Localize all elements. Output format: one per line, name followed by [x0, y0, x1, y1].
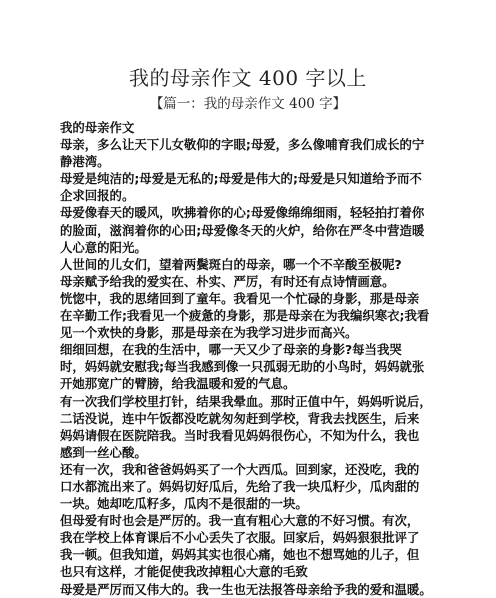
text-line: 见一个欢快的身影，那是母亲在为我学习进步而高兴。: [60, 325, 358, 341]
text-line: 的脸面，滋润着你的心田;母爱像冬天的火炉，给你在严冬中营造暖: [60, 222, 425, 238]
text-line: 但母爱有时也会是严厉的。我一直有粗心大意的不好习惯。有次，: [60, 513, 420, 529]
text-line: 在辛勤工作;我看见一个疲惫的身影，那是母亲在为我编织寒衣;我看: [60, 308, 430, 324]
text-line: 我一顿。但我知道，妈妈其实也很心痛，她也不想骂她的儿子，但: [60, 547, 420, 563]
text-line: 人世间的儿女们，望着两鬓斑白的母亲，哪一个不辛酸至极呢?: [60, 256, 402, 272]
document-subtitle: 【篇一：我的母亲作文 400 字】: [149, 96, 347, 112]
text-line: 一块。她却吃瓜籽多，瓜肉不是很甜的一块。: [60, 496, 308, 512]
text-line: 开她那宽广的臂膀，给我温暖和爱的气息。: [60, 376, 296, 392]
text-line: 感到一丝心酸。: [60, 444, 147, 460]
text-line: 母爱是纯洁的;母爱是无私的;母爱是伟大的;母爱是只知道给予而不: [60, 171, 422, 187]
text-line: 妈妈请假在医院陪我。当时我看见妈妈很伤心，不知为什么，我也: [60, 427, 420, 443]
text-line: 恍惚中，我的思绪回到了童年。我看见一个忙碌的身影，那是母亲: [60, 290, 420, 306]
text-line: 我的母亲作文: [60, 120, 135, 135]
text-line: 母亲，多么让天下儿女敬仰的字眼;母爱，多么像哺育我们成长的宁: [60, 137, 425, 153]
text-line: 我在学校上体育课后不小心丢失了衣服。回家后，妈妈狠狠批评了: [60, 530, 420, 546]
text-line: 母爱是严厉而又伟大的。我一生也无法报答母亲给予我的爱和温暖。: [60, 581, 432, 597]
text-line: 也只有这样，才能促使我改掉粗心大意的毛致: [60, 564, 308, 580]
text-line: 母爱像春天的暖风，吹拂着你的心;母爱像绵绵细雨，轻轻拍打着你: [60, 205, 425, 221]
text-line: 静港湾。: [60, 154, 110, 170]
text-line: 企求回报的。: [60, 188, 135, 204]
text-line: 母亲赋予给我的爱实在、朴实、严厉，有时还有点诗情画意。: [60, 273, 395, 289]
text-line: 还有一次，我和爸爸妈妈买了一个大西瓜。回到家，还没吃，我的: [60, 461, 420, 477]
text-line: 口水都流出来了。妈妈切好瓜后，先给了我一块瓜籽少，瓜肉甜的: [60, 478, 420, 494]
document-title: 我的母亲作文 400 字以上: [129, 66, 367, 90]
text-line: 细细回想，在我的生活中，哪一天又少了母亲的身影?每当我哭: [60, 342, 402, 358]
document-body: [60, 119, 438, 598]
text-line: 人心意的阳光。: [60, 239, 147, 255]
text-line: 有一次我们学校里打针，结果我晕血。那时正值中午，妈妈听说后，: [60, 393, 432, 409]
text-line: 时，妈妈就安慰我;每当我感到像一只孤弱无助的小鸟时，妈妈就张: [60, 359, 425, 375]
text-line: 二话没说，连中午饭都没吃就匆匆赶到学校，背我去找医生，后来: [60, 410, 420, 426]
